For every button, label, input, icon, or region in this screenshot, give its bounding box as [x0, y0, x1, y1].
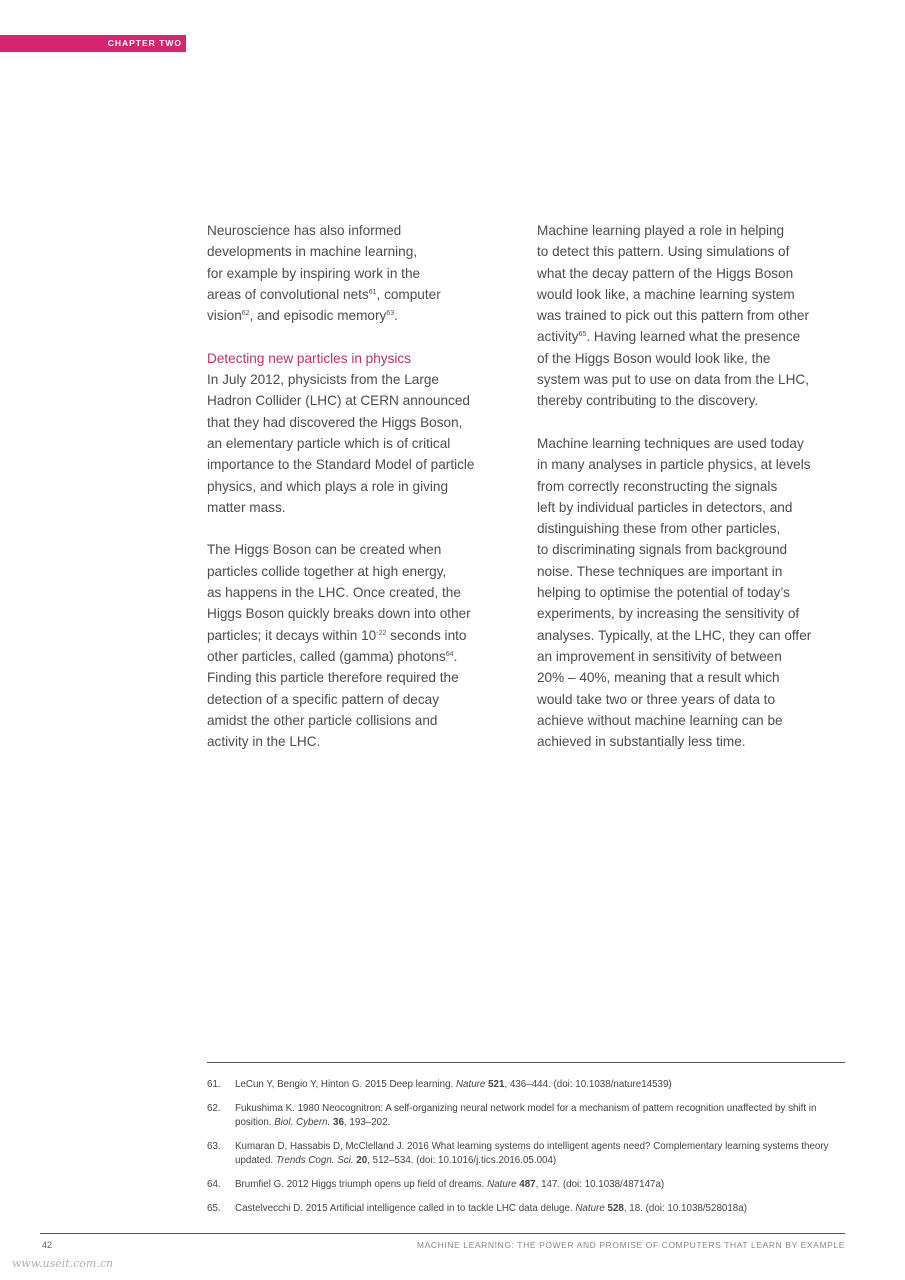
text-line: to discriminating signals from background: [537, 542, 788, 558]
paragraph: [537, 433, 847, 752]
text-line: matter mass.: [207, 499, 286, 515]
reference-item: [207, 1102, 847, 1130]
text-line: areas of convolutional nets$^{61}$, computer: [207, 286, 441, 302]
right-column: [537, 220, 847, 774]
journal-name: Nature: [575, 1203, 605, 1214]
text-line: other particles, called (gamma) photons$^{64}$.: [207, 648, 458, 664]
paragraph: [537, 220, 847, 412]
journal-name: Nature: [487, 1179, 517, 1190]
citation-superscript: 64: [445, 650, 454, 658]
reference-text: Kumaran D, Hassabis D, McClelland J. 2016 What learning systems do intelligent agents need? Complementary learning systems theory updated. Trends Cogn. Sci. 20, 512–534. (doi: 10.1016/j.tics.2016.05.004): [235, 1141, 829, 1166]
volume: 20: [356, 1155, 368, 1166]
reference-item: [207, 1202, 847, 1216]
text-line: experiments, by increasing the sensitivity of: [537, 606, 800, 622]
text-line: in many analyses in particle physics, at levels: [537, 457, 811, 473]
journal-name: Trends Cogn. Sci.: [275, 1155, 354, 1166]
text-line: 20% – 40%, meaning that a result which: [537, 670, 780, 686]
text-line: system was put to use on data from the LHC,: [537, 372, 810, 388]
text-line: from correctly reconstructing the signals: [537, 478, 778, 494]
exponent-superscript: -22: [376, 629, 387, 637]
text-line: would look like, a machine learning system: [537, 286, 795, 302]
text-line: activity$^{65}$. Having learned what the presence: [537, 329, 801, 345]
volume: 487: [519, 1179, 536, 1190]
reference-number: 65.: [207, 1203, 221, 1214]
citation-superscript: 61: [368, 288, 377, 296]
paragraph: [207, 539, 507, 752]
text-line: activity in the LHC.: [207, 734, 321, 750]
left-column: [207, 220, 507, 774]
reference-item: [207, 1140, 847, 1168]
text-line: helping to optimise the potential of today’s: [537, 585, 790, 601]
running-title: MACHINE LEARNING: THE POWER AND PROMISE OF COMPUTERS THAT LEARN BY EXAMPLE: [416, 1240, 845, 1250]
text-line: distinguishing these from other particles,: [537, 521, 781, 537]
text-line: physics, and which plays a role in giving: [207, 478, 449, 494]
text-line: for example by inspiring work in the: [207, 265, 421, 281]
reference-number: 63.: [207, 1141, 221, 1152]
references-list: [207, 1078, 847, 1226]
reference-number: 61.: [207, 1079, 221, 1090]
text-line: Machine learning played a role in helping: [537, 223, 785, 238]
text-line: an elementary particle which is of critical: [207, 435, 451, 451]
text-line: Machine learning techniques are used today: [537, 435, 804, 451]
text-line: Hadron Collider (LHC) at CERN announced: [207, 393, 470, 409]
text-line: what the decay pattern of the Higgs Boson: [537, 265, 794, 281]
text-line: thereby contributing to the discovery.: [537, 393, 759, 409]
text-line: achieved in substantially less time.: [537, 734, 746, 750]
citation-superscript: 62: [241, 310, 250, 318]
chapter-tab: CHAPTER TWO: [0, 35, 186, 52]
text-line: was trained to pick out this pattern from other: [537, 308, 810, 324]
volume: 521: [488, 1079, 505, 1090]
citation-superscript: 63: [386, 310, 395, 318]
volume: 528: [607, 1203, 624, 1214]
reference-text: LeCun Y, Bengio Y, Hinton G. 2015 Deep learning. Nature 521, 436–444. (doi: 10.1038/nature14539): [235, 1079, 672, 1090]
reference-item: [207, 1078, 847, 1092]
watermark: www.useit.com.cn: [12, 1257, 114, 1270]
text-line: particles collide together at high energy,: [207, 563, 447, 579]
text-line: achieve without machine learning can be: [537, 712, 783, 728]
journal-name: Nature: [455, 1079, 486, 1090]
volume: 36: [333, 1117, 344, 1128]
text-line: Finding this particle therefore required the: [207, 670, 459, 686]
journal-name: Biol. Cybern.: [274, 1117, 331, 1128]
text-line: would take two or three years of data to: [537, 691, 776, 707]
paragraph: [207, 348, 507, 518]
text-line: noise. These techniques are important in: [537, 563, 783, 579]
text-line: particles; it decays within $10^{-22}$ seconds into: [207, 627, 467, 643]
reference-number: 62.: [207, 1103, 221, 1114]
text-line: In July 2012, physicists from the Large: [207, 372, 439, 388]
text-line: Higgs Boson quickly breaks down into other: [207, 606, 471, 622]
section-heading: Detecting new particles in physics: [207, 350, 411, 366]
paragraph: [207, 220, 507, 326]
references-divider: [207, 1062, 845, 1063]
text-line: Neuroscience has also informed: [207, 223, 402, 238]
text-line: left by individual particles in detectors, and: [537, 499, 793, 515]
text-line: The Higgs Boson can be created when: [207, 542, 442, 558]
text-line: detection of a specific pattern of decay: [207, 691, 439, 707]
text-line: as happens in the LHC. Once created, the: [207, 585, 461, 601]
text-line: importance to the Standard Model of particle: [207, 457, 475, 473]
page-number: 42: [42, 1240, 53, 1250]
text-line: vision$^{62}$, and episodic memory$^{63}$.: [207, 308, 398, 324]
text-line: that they had discovered the Higgs Boson,: [207, 414, 463, 430]
text-line: analyses. Typically, at the LHC, they can offer: [537, 627, 812, 643]
reference-text: Castelvecchi D. 2015 Artificial intelligence called in to tackle LHC data deluge. Nature 528, 18. (doi: 10.1038/528018a): [235, 1203, 747, 1214]
text-line: of the Higgs Boson would look like, the: [537, 350, 771, 366]
reference-number: 64.: [207, 1179, 221, 1190]
citation-superscript: 65: [578, 331, 587, 339]
text-line: amidst the other particle collisions and: [207, 712, 438, 728]
text-line: an improvement in sensitivity of between: [537, 648, 782, 664]
reference-item: [207, 1178, 847, 1192]
reference-text: Fukushima K. 1980 Neocognitron: A self-organizing neural network model for a mechanism of pattern recognition unaffected by shift in position. Biol. Cybern. 36, 193–202.: [235, 1103, 817, 1128]
text-line: to detect this pattern. Using simulations of: [537, 244, 790, 260]
footer-divider: [40, 1233, 845, 1234]
reference-text: Brumfiel G. 2012 Higgs triumph opens up field of dreams. Nature 487, 147. (doi: 10.1038/487147a): [235, 1179, 665, 1190]
text-line: developments in machine learning,: [207, 244, 418, 260]
